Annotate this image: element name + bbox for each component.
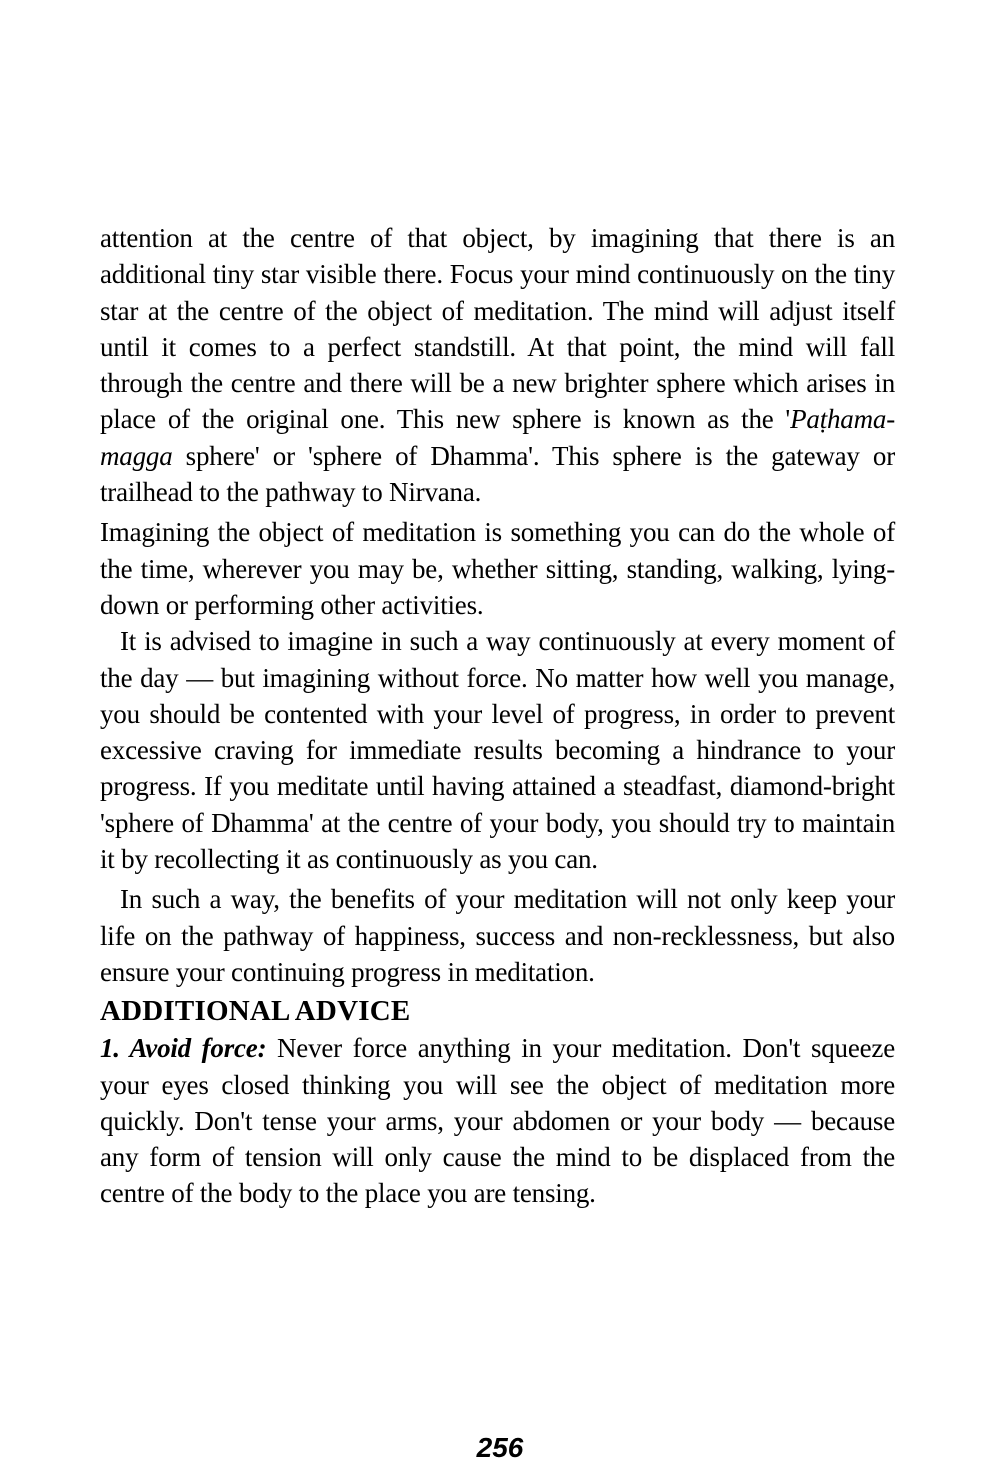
pali-term: Paṭhama-magga (100, 404, 895, 471)
paragraph-text: sphere' or 'sphere of Dhamma'. This sphere is the gateway or trailhead to the pathway to Nirvana. (100, 440, 895, 508)
paragraph-imagine-continuously: It is advised to imagine in such a way continuously at every moment of the day — but imagining without force. No matter how well you manage, you should be contented with your level of progress, in order to prevent excessive craving for immediate results becoming a hindrance to your progress. If you meditate until having attained a steadfast, diamond-bright 'sphere of Dhamma' at the centre of your body, you should try to maintain it by recollecting it as continuously as you can. (100, 626, 895, 875)
section-heading: ADDITIONAL ADVICE (100, 995, 411, 1028)
advice-item-lead: 1. Avoid force: (100, 1033, 267, 1064)
advice-item-text: Never force anything in your meditation. Don't squeeze your eyes closed thinking you will see the object of meditation more quickly. Don't tense your arms, your abdomen or your body — because any form of tension will only cause the mind to be displaced from the centre of the body to the place you are tensing. (100, 1033, 895, 1209)
advice-item (100, 1030, 895, 1211)
paragraph-sphere-of-dhamma (100, 220, 895, 510)
paragraph-benefits: In such a way, the benefits of your meditation will not only keep your life on the pathway of happiness, success and non-recklessness, but also ensure your continuing progress in meditation. (100, 884, 895, 987)
paragraph-text: attention at the centre of that object, by imagining that there is an additional tiny star visible there. Focus your mind continuously on the tiny star at the centre of the object of meditation. The mind will adjust itself until it comes to a perfect standstill. At that point, the mind will fall through the centre and there will be a new brighter sphere which arises in place of the original one. This new sphere is known as the ' (100, 223, 895, 435)
page-body (100, 220, 895, 1212)
page-number: 256 (476, 1432, 524, 1463)
paragraph-imagining-object: Imagining the object of meditation is something you can do the whole of the time, wherever you may be, whether sitting, standing, walking, lying-down or performing other activities. (100, 517, 895, 620)
